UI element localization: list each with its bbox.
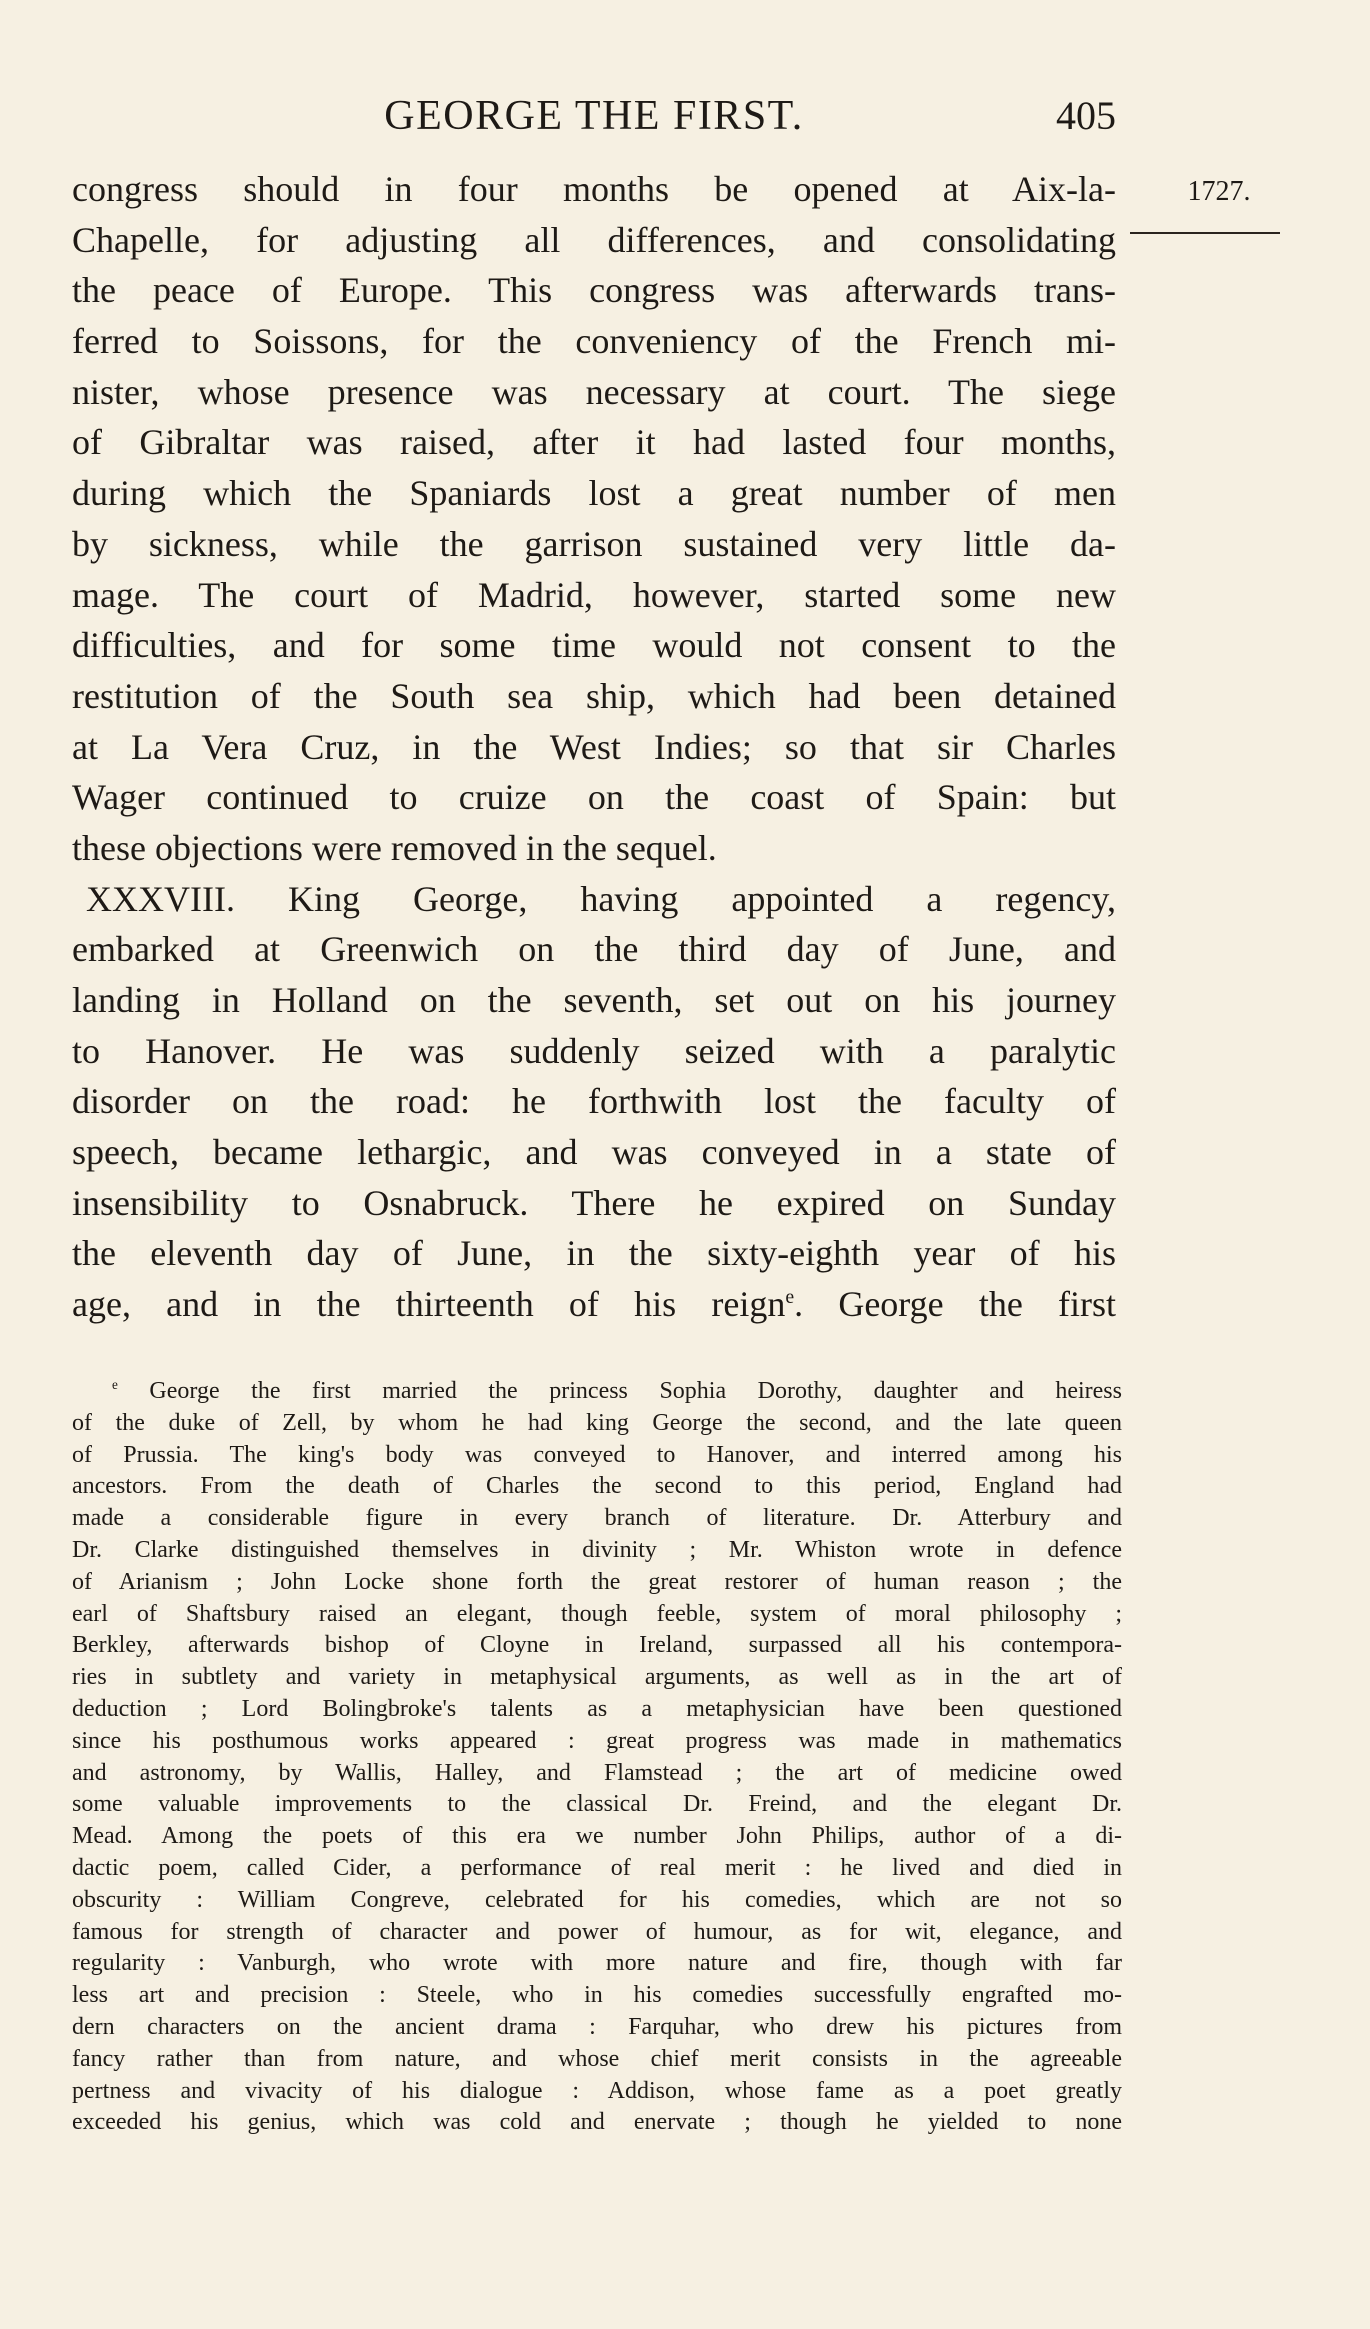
footnote-line: made a considerable figure in every branch of literature. Dr. Atterbury and [72,1505,1122,1532]
text-line: Chapelle, for adjusting all differences, and consolidating [72,219,1116,260]
running-title: GEORGE THE FIRST. [384,93,804,139]
footnote-line: pertness and vivacity of his dialogue : Addison, whose fame as a poet greatly [72,2077,1122,2104]
footnote-line [72,1376,1122,1408]
footnote-reference: e [785,1286,795,1309]
text-line [72,1279,1116,1330]
section-start-line: XXXVIII. King George, having appointed a regency, [86,878,1116,919]
text-line: landing in Holland on the seventh, set out on his journey [72,980,1116,1020]
footnote-line: Dr. Clarke distinguished themselves in divinity ; Mr. Whiston wrote in defence [72,1536,1122,1563]
footnote-line: famous for strength of character and power of humour, as for wit, elegance, and [72,1918,1122,1945]
footnote-line: exceeded his genius, which was cold and enervate ; though he yielded to none [72,2109,1122,2136]
margin-year: 1727. [1187,176,1251,207]
footnote-mark: e [112,1377,118,1392]
footnote-line: Mead. Among the poets of this era we number John Philips, author of a di- [72,1823,1122,1850]
footnote-line: dern characters on the ancient drama : Farquhar, who drew his pictures from [72,2013,1122,2040]
footnote-line: of the duke of Zell, by whom he had king George the second, and the late queen [72,1409,1122,1436]
text-line: the eleventh day of June, in the sixty-eighth year of his [72,1233,1116,1274]
footnote-line: ries in subtlety and variety in metaphysical arguments, as well as in the art of [72,1664,1122,1691]
footnote-line: less art and precision : Steele, who in his comedies successfully engrafted mo- [72,1982,1122,2009]
footnote-line: deduction ; Lord Bolingbroke's talents as a metaphysician have been questioned [72,1695,1122,1722]
text-line: disorder on the road: he forthwith lost the faculty of [72,1081,1116,1122]
footnote-line: some valuable improvements to the classical Dr. Freind, and the elegant Dr. [72,1791,1122,1818]
text-line: of Gibraltar was raised, after it had lasted four months, [72,422,1116,463]
margin-rule [1130,232,1280,234]
footnote-line: ancestors. From the death of Charles the second to this period, England had [72,1473,1122,1500]
text-fragment: . George the first [794,1284,1116,1325]
running-head [72,86,1116,146]
text-line: difficulties, and for some time would not consent to the [72,625,1116,666]
footnote [72,1376,1122,2139]
footnote-line: earl of Shaftsbury raised an elegant, though feeble, system of moral philosophy ; [72,1600,1122,1627]
text-line: Wager continued to cruize on the coast of Spain: but [72,777,1116,818]
text-line: ferred to Soissons, for the conveniency of the French mi- [72,321,1116,362]
footnote-text: George the first married the princess Sophia Dorothy, daughter and heiress [149,1378,1122,1404]
text-line: embarked at Greenwich on the third day of June, and [72,929,1116,970]
text-line: restitution of the South sea ship, which had been detained [72,675,1116,716]
text-line: by sickness, while the garrison sustained very little da- [72,523,1116,564]
footnote-line: since his posthumous works appeared : great progress was made in mathematics [72,1727,1122,1754]
footnote-line: obscurity : William Congreve, celebrated for his comedies, which are not so [72,1886,1122,1913]
main-text [72,164,1116,1330]
text-line: congress should in four months be opened at Aix-la- [72,169,1116,209]
footnote-line: Berkley, afterwards bishop of Cloyne in Ireland, surpassed all his contempora- [72,1632,1122,1659]
text-line: mage. The court of Madrid, however, started some new [72,574,1116,615]
text-line: the peace of Europe. This congress was afterwards trans- [72,270,1116,311]
footnote-line: of Arianism ; John Locke shone forth the great restorer of human reason ; the [72,1568,1122,1595]
text-line: insensibility to Osnabruck. There he expired on Sunday [72,1182,1116,1223]
text-line: these objections were removed in the sequel. [72,827,717,868]
text-line: to Hanover. He was suddenly seized with a paralytic [72,1030,1116,1071]
footnote-line: dactic poem, called Cider, a performance of real merit : he lived and died in [72,1854,1122,1881]
text-line: at La Vera Cruz, in the West Indies; so that sir Charles [72,726,1116,767]
text-line: speech, became lethargic, and was conveyed in a state of [72,1132,1116,1173]
footnote-line: of Prussia. The king's body was conveyed to Hanover, and interred among his [72,1441,1122,1468]
footnote-line: fancy rather than from nature, and whose chief merit consists in the agreeable [72,2045,1122,2072]
footnote-line: regularity : Vanburgh, who wrote with more nature and fire, though with far [72,1950,1122,1977]
text-fragment: age, and in the thirteenth of his reign [72,1284,786,1325]
text-line: nister, whose presence was necessary at court. The siege [72,371,1116,412]
text-line: during which the Spaniards lost a great number of men [72,473,1116,514]
page-number: 405 [1056,93,1116,138]
footnote-line: and astronomy, by Wallis, Halley, and Flamstead ; the art of medicine owed [72,1759,1122,1786]
